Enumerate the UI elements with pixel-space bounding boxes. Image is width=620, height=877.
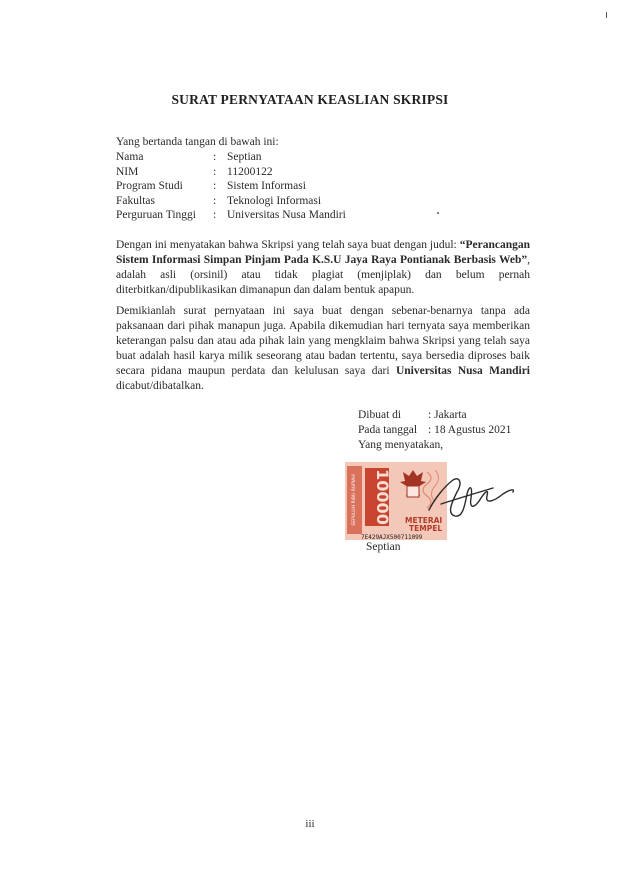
identity-value: Universitas Nusa Mandiri xyxy=(227,209,346,222)
scan-speck xyxy=(606,12,607,18)
identity-row-program xyxy=(116,179,346,194)
identity-row-university xyxy=(116,208,346,223)
stamp-side-text: SEPULUH RIBU RUPIAH xyxy=(352,474,357,526)
identity-value: 11200122 xyxy=(227,165,273,178)
identity-label: Program Studi xyxy=(116,180,183,193)
closing-end: dicabut/dibatalkan. xyxy=(116,380,204,392)
signer-name: Septian xyxy=(366,541,401,553)
identity-separator: : xyxy=(213,209,217,222)
intro-text: Yang bertanda tangan di bawah ini: xyxy=(116,136,279,148)
meterai-stamp-with-signature xyxy=(343,458,518,544)
declaration-rest: , adalah asli (orsinil) atau tidak plagiat (menjiplak) dan belum pernah diterbitkan/dipublikasikan dimanapun dan dalam bentuk apapun. xyxy=(116,254,530,296)
identity-row-faculty xyxy=(116,194,346,209)
declaration-lead: Dengan ini menyatakan bahwa Skripsi yang telah saya buat dengan judul: xyxy=(116,239,457,251)
identity-value: Sistem Informasi xyxy=(227,180,306,193)
signature-date-row xyxy=(358,423,511,438)
identity-separator: : xyxy=(213,194,217,207)
thesis-title: “Perancangan Sistem Informasi Simpan Pinjam Pada K.S.U Jaya Raya Pontianak Berbasis Web” xyxy=(116,239,531,266)
declaration-paragraph xyxy=(116,238,530,298)
identity-row-name xyxy=(116,150,346,165)
document-title: SURAT PERNYATAAN KEASLIAN SKRIPSI xyxy=(171,92,449,107)
identity-separator: : xyxy=(213,180,217,193)
place-label: Dibuat di xyxy=(358,409,402,421)
stamp-meterai-label: METERAI xyxy=(405,516,443,525)
scan-speck xyxy=(437,212,439,214)
signature-place-row xyxy=(358,408,511,423)
identity-label: Perguruan Tinggi xyxy=(116,209,196,222)
identity-separator: : xyxy=(213,151,217,163)
identity-separator: : xyxy=(213,165,217,178)
stamp-tempel-label: TEMPEL xyxy=(409,524,443,533)
place-value: : Jakarta xyxy=(428,409,467,421)
closing-university: Universitas Nusa Mandiri xyxy=(395,365,530,377)
statement-text: Yang menyatakan, xyxy=(358,439,444,451)
identity-block xyxy=(116,150,346,223)
identity-value: Septian xyxy=(227,151,262,163)
date-label: Pada tanggal xyxy=(358,424,418,436)
identity-value: Teknologi Informasi xyxy=(227,194,322,207)
identity-row-nim xyxy=(116,165,346,180)
date-value: : 18 Agustus 2021 xyxy=(428,424,512,436)
closing-text: Demikianlah surat pernyataan ini saya buat dengan sebenar-benarnya tanpa ada paksanaan dari pihak manapun juga. Apabila dikemudian hari ternyata saya memberikan keterangan palsu dan atau ada pihak lain yang mengklaim bahwa Skripsi yang telah saya buat adalah hasil karya milik seseorang atau badan tertentu, saya bersedia diproses baik secara pidana maupun perdata dan kelulusan saya dari xyxy=(116,305,530,377)
stamp-amount: 10000 xyxy=(373,469,392,525)
closing-paragraph xyxy=(116,304,530,394)
identity-label: Nama xyxy=(116,151,144,163)
page-number: iii xyxy=(305,818,315,830)
signature-block xyxy=(358,408,511,453)
identity-label: NIM xyxy=(116,165,139,178)
stamp-serial-number: 7E429AJX500711099 xyxy=(361,534,423,541)
identity-label: Fakultas xyxy=(116,194,155,207)
